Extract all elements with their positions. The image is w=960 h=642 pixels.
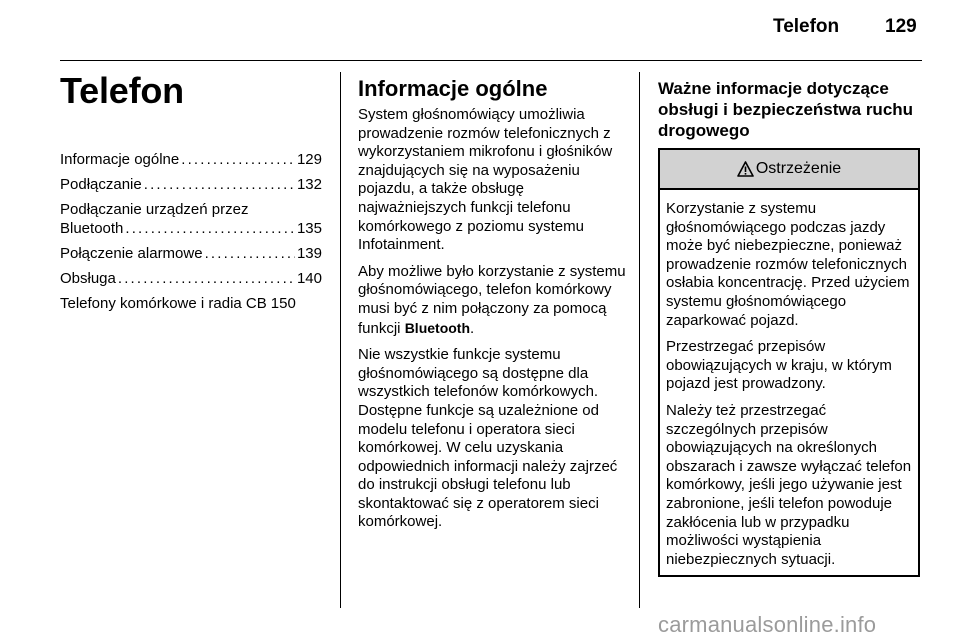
toc-item[interactable] <box>60 175 322 194</box>
paragraph: Przestrzegać przepisów obowiązujących w kraju, w którym pojazd jest prowadzony. <box>666 338 892 393</box>
column-divider-1 <box>340 72 341 608</box>
toc-item-page: 135 <box>296 220 322 237</box>
chapter-title: Telefon <box>60 70 184 111</box>
running-header-section: Telefon <box>773 16 840 37</box>
safety-column <box>658 78 920 577</box>
toc-leader-dots <box>181 150 295 169</box>
table-of-contents <box>60 150 322 319</box>
section-title: Informacje ogólne <box>358 76 548 101</box>
general-info-column <box>358 76 628 540</box>
column-divider-2 <box>639 72 640 608</box>
warning-body <box>660 190 918 575</box>
paragraph <box>358 263 628 338</box>
toc-item[interactable] <box>60 200 322 238</box>
toc-leader-dots <box>118 269 295 288</box>
page-number: 129 <box>885 16 917 37</box>
toc-item[interactable] <box>60 244 322 263</box>
toc-item-page: 139 <box>296 245 322 262</box>
warning-triangle-icon <box>737 161 754 177</box>
toc-item[interactable] <box>60 150 322 169</box>
toc-item-title: Obsługa <box>60 270 116 287</box>
toc-item[interactable] <box>60 294 322 313</box>
toc-item-page: 150 <box>270 295 296 312</box>
toc-item-title: Połączenie alarmowe <box>60 245 203 262</box>
warning-box <box>658 148 920 577</box>
toc-item[interactable] <box>60 269 322 288</box>
toc-item-title: Bluetooth <box>60 220 124 237</box>
paragraph: Należy też przestrzegać szczególnych przepisów obowiązujących na określonych obszarach i zawsze wyłączać telefon komórkowy, jeśli jego używanie jest zabronione, jeśli telefon powoduje zakłócenia lub w przypadku możliwości wystąpienia niebezpiecznych sytuacji. <box>666 401 912 568</box>
toc-leader-dots <box>205 244 295 263</box>
toc-leader-dots <box>144 175 295 194</box>
toc-item-title: Informacje ogólne <box>60 151 180 168</box>
toc-leader-dots <box>125 219 295 238</box>
toc-item-title: Podłączanie <box>60 176 142 193</box>
toc-item-page: 140 <box>296 270 322 287</box>
toc-item-title: Telefony komórkowe i radia CB <box>60 295 267 312</box>
toc-item-page: 129 <box>296 151 322 168</box>
bluetooth-term: Bluetooth <box>404 319 471 336</box>
paragraph-text: Aby możliwe było korzystanie z systemu głośnomówiącego, telefon komórkowy musi być z nim połączony za pomocą funkcji <box>358 262 626 337</box>
watermark: carmanualsonline.info <box>658 612 877 637</box>
paragraph-text: . <box>470 319 475 337</box>
toc-item-title-line1: Podłączanie urządzeń przez <box>60 201 249 218</box>
subsection-title: Ważne informacje dotyczące obsługi i bezpieczeństwa ruchu drogowego <box>658 79 914 140</box>
paragraph: System głośnomówiący umożliwia prowadzenie rozmów telefonicznych z wykorzystaniem mikrofonu i głośników znajdujących się na wyposażeniu pojazdu, a także obsługę najważniejszych funkcji telefonu komórkowego z poziomu systemu Infotainment. <box>358 106 613 254</box>
warning-title: Ostrzeżenie <box>755 160 842 177</box>
toc-item-page: 132 <box>296 176 322 193</box>
paragraph: Nie wszystkie funkcje systemu głośnomówiącego są dostępne dla wszystkich telefonów komórkowych. Dostępne funkcje są uzależnione od modelu telefonu i operatora sieci komórkowej. W celu uzyskania odpowiednich informacji należy zajrzeć do instrukcji obsługi telefonu lub skontaktować się z operatorem sieci komórkowej. <box>358 346 618 531</box>
paragraph: Korzystanie z systemu głośnomówiącego podczas jazdy może być niebezpieczne, ponieważ prowadzenie rozmów telefonicznych osłabia koncentrację. Przed użyciem systemu głośnomówiącego zaparkować pojazd. <box>666 200 910 329</box>
header-divider <box>60 60 922 61</box>
warning-header <box>660 150 918 190</box>
